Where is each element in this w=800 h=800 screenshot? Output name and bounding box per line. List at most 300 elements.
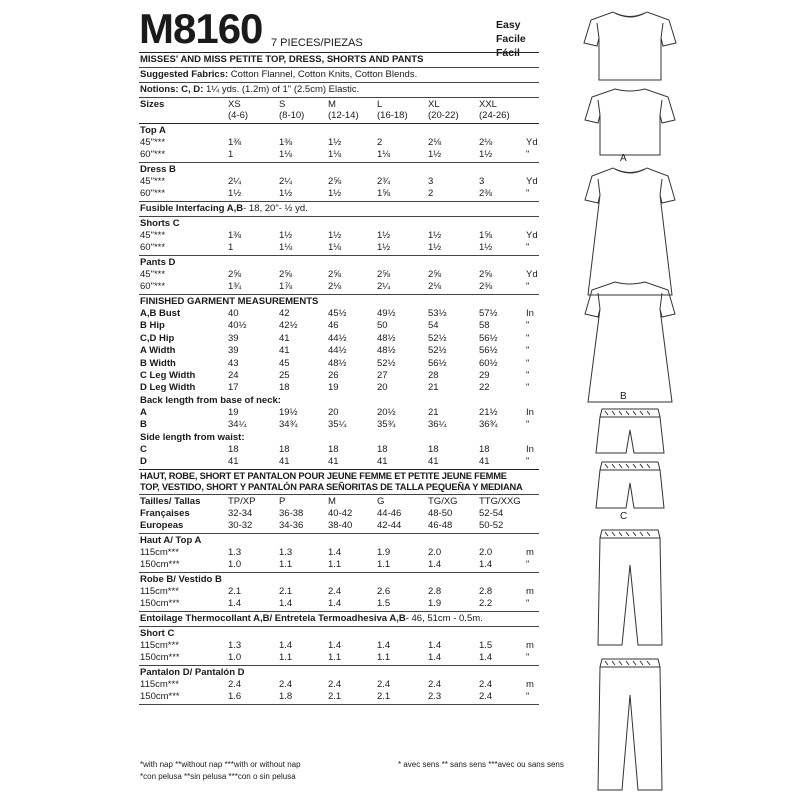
cell-value: 1½ — [428, 230, 442, 241]
cell-value: 2⅝ — [328, 269, 342, 280]
unit: m — [526, 547, 534, 559]
pattern-code: M8160 — [139, 5, 263, 52]
cell-value: 46-48 — [428, 520, 453, 532]
difficulty-en: Easy — [496, 19, 521, 31]
cell-value: 2¼ — [377, 281, 391, 292]
difficulty-fr: Facile — [496, 33, 526, 45]
cell-value: 2⅝ — [479, 269, 493, 280]
section-title: Short C — [140, 628, 175, 640]
cell-value: 18 — [279, 443, 290, 455]
cell-value: 57½ — [479, 308, 498, 319]
table-row — [140, 598, 540, 610]
table-row — [140, 547, 540, 559]
cell-value: 41 — [228, 456, 239, 467]
cell-value: 1.3 — [228, 547, 242, 559]
cell-value: 1⅛ — [279, 242, 293, 253]
size-name: S — [279, 99, 286, 110]
cell-value: 2.1 — [228, 586, 242, 598]
cell-value: 41 — [279, 345, 290, 357]
cell-value: 1.3 — [228, 640, 242, 652]
cell-value: 1.4 — [279, 598, 293, 610]
cell-value: 48½ — [328, 357, 347, 369]
unit: Yd — [526, 176, 538, 187]
table-row — [140, 308, 540, 320]
row-label: B — [140, 419, 147, 431]
row-label: Françaises — [140, 508, 190, 520]
cell-value: 34¾ — [279, 419, 298, 431]
table-row — [140, 520, 540, 532]
table-row — [140, 652, 540, 664]
cell-value: 1.4 — [428, 559, 442, 571]
cell-value: 60½ — [479, 357, 498, 369]
table-row — [140, 382, 540, 394]
side-length-title: Side length from waist: — [140, 431, 245, 443]
cell-value: M — [328, 496, 336, 508]
cell-value: 39 — [228, 345, 239, 357]
cell-value: 19 — [328, 382, 339, 394]
table-row — [140, 149, 540, 161]
cell-value: 1¾ — [228, 281, 242, 292]
cell-value: 2⅜ — [479, 188, 493, 199]
cell-value: 1.4 — [279, 640, 293, 652]
cell-value: 1.9 — [428, 598, 442, 610]
table-row — [140, 559, 540, 571]
cell-value: 27 — [377, 370, 388, 381]
cell-value: 40-42 — [328, 508, 353, 520]
cell-value: 2⅝ — [428, 269, 442, 280]
cell-value: 18 — [279, 382, 290, 394]
cell-value: 2⅛ — [428, 137, 442, 148]
cell-value: 22 — [479, 382, 490, 394]
cell-value: 2⅝ — [279, 269, 293, 280]
cell-value: 32-34 — [228, 508, 253, 520]
cell-value: 2.8 — [479, 586, 493, 598]
row-label: 150cm*** — [140, 652, 180, 664]
row-label: 150cm*** — [140, 598, 180, 610]
cell-value: 29 — [479, 370, 490, 381]
row-label: 45"*** — [140, 176, 166, 187]
unit: " — [526, 370, 530, 381]
cell-value: 44½ — [328, 345, 347, 357]
cell-value: 40½ — [228, 320, 247, 332]
cell-value: 18 — [479, 443, 490, 455]
cell-value: 21 — [428, 406, 439, 418]
section-title: Haut A/ Top A — [140, 535, 202, 547]
cell-value: 1⅞ — [279, 281, 293, 292]
row-label: B Hip — [140, 320, 165, 332]
cell-value: 20 — [328, 406, 339, 418]
cell-value: 2⅜ — [479, 281, 493, 292]
row-label: 60"*** — [140, 149, 166, 160]
cell-value: 1.3 — [279, 547, 293, 559]
cell-value: 41 — [479, 456, 490, 467]
cell-value: 1.4 — [328, 640, 342, 652]
unit: " — [526, 242, 530, 253]
cell-value: 1⅛ — [377, 149, 391, 160]
cell-value: 2.1 — [328, 691, 342, 703]
unit: m — [526, 679, 534, 691]
fusible-interfacing: Fusible Interfacing A,B- 18, 20"- ½ yd. — [140, 203, 308, 214]
unit: " — [526, 320, 530, 332]
pattern-title: MISSES' AND MISS PETITE TOP, DRESS, SHORTS AND PANTS — [140, 54, 424, 65]
cell-value: 2¼ — [279, 176, 293, 187]
cell-value: 1.4 — [479, 652, 493, 664]
cell-value: 1.4 — [428, 652, 442, 664]
cell-value: 2⅝ — [377, 269, 391, 280]
size-number: (16-18) — [377, 110, 408, 121]
cell-value: 36¼ — [428, 419, 447, 431]
cell-value: 2.4 — [279, 679, 293, 691]
cell-value: 18 — [428, 443, 439, 455]
size-name: XL — [428, 99, 440, 110]
cell-value: 28 — [428, 370, 439, 381]
cell-value: 1.6 — [228, 691, 242, 703]
cell-value: 1.5 — [377, 598, 391, 610]
top-a-back-illustration — [585, 89, 675, 155]
unit: Yd — [526, 230, 538, 241]
table-row — [140, 358, 540, 370]
row-label: 60"*** — [140, 242, 166, 253]
unit: " — [526, 382, 530, 394]
row-label: A,B Bust — [140, 308, 181, 319]
table-row — [140, 496, 540, 508]
cell-value: 52½ — [428, 332, 447, 344]
cell-value: 52-54 — [479, 508, 504, 520]
table-row — [140, 586, 540, 598]
cell-value: 48-50 — [428, 508, 453, 520]
table-row — [140, 345, 540, 357]
cell-value: 1⅜ — [228, 230, 242, 241]
pants-d-back-illustration — [598, 659, 662, 790]
cell-value: 1⅛ — [279, 149, 293, 160]
cell-value: 1.1 — [377, 559, 391, 571]
cell-value: 2.8 — [428, 586, 442, 598]
row-label: Europeas — [140, 520, 184, 532]
cell-value: 53½ — [428, 308, 447, 319]
cell-value: 48½ — [377, 332, 396, 344]
unit: " — [526, 691, 530, 703]
unit: " — [526, 598, 530, 610]
cell-value: 1.4 — [428, 640, 442, 652]
unit: Yd — [526, 269, 538, 280]
footnote-es: *con pelusa **sin pelusa ***con o sin pelusa — [140, 772, 296, 781]
cell-value: 1.1 — [328, 652, 342, 664]
unit: " — [526, 652, 530, 664]
cell-value: 2⅝ — [328, 176, 342, 187]
cell-value: 19 — [228, 406, 239, 418]
unit: In — [526, 443, 534, 455]
cell-value: 34¼ — [228, 419, 247, 431]
cell-value: 58 — [479, 320, 490, 332]
unit: " — [526, 345, 530, 357]
cell-value: 50 — [377, 320, 388, 332]
cell-value: 18 — [228, 443, 239, 455]
cell-value: 17 — [228, 382, 239, 394]
cell-value: 24 — [228, 370, 239, 381]
cell-value: 45½ — [328, 308, 347, 319]
table-row — [140, 269, 540, 281]
cell-value: 1 — [228, 149, 234, 160]
unit: m — [526, 586, 534, 598]
cell-value: 41 — [328, 456, 339, 467]
difficulty — [496, 18, 526, 60]
view-illustrations — [575, 5, 685, 795]
cell-value: 1½ — [279, 230, 293, 241]
cell-value: 1½ — [328, 188, 342, 199]
row-label: D — [140, 456, 147, 467]
row-label: 150cm*** — [140, 559, 180, 571]
cell-value: 1.4 — [228, 598, 242, 610]
view-label-a: A — [620, 153, 627, 164]
cell-value: 1½ — [279, 188, 293, 199]
cell-value: 56½ — [428, 357, 447, 369]
size-number: (12-14) — [328, 110, 359, 121]
cell-value: 1½ — [479, 149, 493, 160]
cell-value: 1.0 — [228, 559, 242, 571]
row-label: 60"*** — [140, 281, 166, 292]
cell-value: TG/XG — [428, 496, 458, 508]
unit: In — [526, 406, 534, 418]
cell-value: 42 — [279, 308, 290, 319]
unit: In — [526, 308, 534, 319]
cell-value: 2.4 — [479, 679, 493, 691]
unit: " — [526, 149, 530, 160]
cell-value: 1.1 — [279, 559, 293, 571]
cell-value: 18 — [377, 443, 388, 455]
cell-value: 40 — [228, 308, 239, 319]
back-length-title: Back length from base of neck: — [140, 394, 281, 406]
cell-value: 2.2 — [479, 598, 493, 610]
cell-value: 1 — [228, 242, 234, 253]
cell-value: 26 — [328, 370, 339, 381]
row-label: A — [140, 406, 147, 418]
cell-value: 44½ — [328, 332, 347, 344]
cell-value: 2.6 — [377, 586, 391, 598]
cell-value: 36-38 — [279, 508, 304, 520]
cell-value: 2⅛ — [479, 137, 493, 148]
row-label: 115cm*** — [140, 586, 179, 598]
row-label: C,D Hip — [140, 332, 175, 344]
cell-value: 1.1 — [279, 652, 293, 664]
size-number: (20-22) — [428, 110, 459, 121]
cell-value: 1.4 — [377, 640, 391, 652]
footnote-fr: * avec sens ** sans sens ***avec ou sans sens — [398, 760, 564, 769]
table-row — [140, 444, 540, 456]
table-row — [140, 320, 540, 332]
unit: " — [526, 559, 530, 571]
cell-value: 2¼ — [228, 176, 242, 187]
cell-value: 1½ — [377, 242, 391, 253]
cell-value: 20½ — [377, 406, 396, 418]
cell-value: 1.8 — [279, 691, 293, 703]
cell-value: 2.4 — [479, 691, 493, 703]
pants-d-front-illustration — [598, 530, 662, 645]
cell-value: 1⅝ — [479, 230, 493, 241]
cell-value: 2.4 — [328, 586, 342, 598]
cell-value: 42½ — [279, 320, 298, 332]
section-title: Robe B/ Vestido B — [140, 574, 222, 586]
shorts-c-front-illustration — [596, 409, 664, 453]
cell-value: 50-52 — [479, 520, 504, 532]
cell-value: 1.4 — [328, 547, 342, 559]
view-label-c: C — [620, 511, 628, 522]
row-label: 45"*** — [140, 137, 166, 148]
cell-value: 1.5 — [479, 640, 493, 652]
cell-value: 1⅜ — [228, 137, 242, 148]
cell-value: 43 — [228, 357, 239, 369]
dress-b-back-illustration — [585, 282, 675, 402]
dress-b-front-illustration — [585, 168, 675, 295]
table-row — [140, 370, 540, 382]
section-title: Pantalon D/ Pantalón D — [140, 667, 245, 679]
cell-value: 2.1 — [279, 586, 293, 598]
cell-value: 1.1 — [377, 652, 391, 664]
cell-value: 41 — [377, 456, 388, 467]
size-name: L — [377, 99, 383, 110]
cell-value: 2 — [377, 137, 383, 148]
cell-value: 41 — [428, 456, 439, 467]
row-label: 115cm*** — [140, 547, 179, 559]
top-a-front-illustration — [584, 12, 676, 80]
table-row — [140, 419, 540, 431]
cell-value: 52½ — [377, 357, 396, 369]
cell-value: 2.1 — [377, 691, 391, 703]
cell-value: 2 — [428, 188, 434, 199]
cell-value: 1⅛ — [328, 242, 342, 253]
cell-value: 2.4 — [228, 679, 242, 691]
cell-value: 1⅜ — [279, 137, 293, 148]
unit: " — [526, 188, 530, 199]
cell-value: 36¾ — [479, 419, 498, 431]
intl-title-fr: HAUT, ROBE, SHORT ET PANTALON POUR JEUNE FEMME ET PETITE JEUNE FEMME — [140, 471, 507, 482]
cell-value: 1.4 — [328, 598, 342, 610]
suggested-fabrics: Suggested Fabrics: Cotton Flannel, Cotton Knits, Cotton Blends. — [140, 69, 418, 80]
size-name: XS — [228, 99, 241, 110]
table-row — [140, 456, 540, 468]
size-number: (8-10) — [279, 110, 305, 121]
table-row — [140, 230, 540, 242]
row-label: Tailles/ Tallas — [140, 496, 201, 508]
unit: " — [526, 281, 530, 292]
cell-value: 2.0 — [479, 547, 493, 559]
finished-measurements-title: FINISHED GARMENT MEASUREMENTS — [140, 296, 319, 307]
row-label: C Leg Width — [140, 370, 196, 381]
cell-value: 1.1 — [328, 559, 342, 571]
cell-value: 35¼ — [328, 419, 347, 431]
table-row — [140, 176, 540, 188]
cell-value: 2.4 — [377, 679, 391, 691]
cell-value: 21 — [428, 382, 439, 394]
cell-value: 49½ — [377, 308, 396, 319]
unit: " — [526, 419, 530, 431]
shorts-c-back-illustration — [596, 462, 664, 508]
table-row — [140, 679, 540, 691]
entoilage-interfacing: Entoilage Thermocollant A,B/ Entretela Termoadhesiva A,B- 46, 51cm - 0.5m. — [140, 613, 483, 625]
cell-value: 52½ — [428, 345, 447, 357]
table-row — [140, 242, 540, 254]
unit: " — [526, 357, 530, 369]
unit: " — [526, 456, 530, 467]
cell-value: 46 — [328, 320, 339, 332]
difficulty-es: Fácil — [496, 47, 520, 59]
sizes-row — [140, 99, 540, 121]
cell-value: 2.4 — [328, 679, 342, 691]
row-label: 150cm*** — [140, 691, 180, 703]
cell-value: 1.4 — [479, 559, 493, 571]
cell-value: 18 — [328, 443, 339, 455]
cell-value: 2⅛ — [328, 281, 342, 292]
cell-value: 1.0 — [228, 652, 242, 664]
cell-value: 35¾ — [377, 419, 396, 431]
row-label: 115cm*** — [140, 679, 179, 691]
section-title: Shorts C — [140, 218, 180, 229]
cell-value: 48½ — [377, 345, 396, 357]
pieces-count: 7 PIECES/PIEZAS — [271, 37, 363, 49]
cell-value: 1½ — [228, 188, 242, 199]
cell-value: 2.3 — [428, 691, 442, 703]
cell-value: 45 — [279, 357, 290, 369]
cell-value: 2.4 — [428, 679, 442, 691]
table-row — [140, 333, 540, 345]
row-label: 45"*** — [140, 230, 166, 241]
cell-value: 25 — [279, 370, 290, 381]
cell-value: 1½ — [479, 242, 493, 253]
cell-value: 41 — [279, 456, 290, 467]
cell-value: 1½ — [428, 149, 442, 160]
cell-value: 44-46 — [377, 508, 402, 520]
size-name: XXL — [479, 99, 497, 110]
section-title: Top A — [140, 125, 166, 136]
cell-value: 56½ — [479, 332, 498, 344]
table-row — [140, 281, 540, 293]
table-row — [140, 640, 540, 652]
cell-value: P — [279, 496, 286, 508]
cell-value: 2¾ — [377, 176, 391, 187]
footnote-en: *with nap **without nap ***with or without nap — [140, 760, 301, 769]
section-title: Pants D — [140, 257, 176, 268]
cell-value: 39 — [228, 332, 239, 344]
size-number: (4-6) — [228, 110, 249, 121]
size-number: (24-26) — [479, 110, 510, 121]
cell-value: 1⅛ — [328, 149, 342, 160]
row-label: 45"*** — [140, 269, 166, 280]
section-title: Dress B — [140, 164, 176, 175]
cell-value: 20 — [377, 382, 388, 394]
cell-value: 38-40 — [328, 520, 353, 532]
cell-value: TP/XP — [228, 496, 256, 508]
cell-value: 42-44 — [377, 520, 402, 532]
cell-value: 2⅛ — [428, 281, 442, 292]
cell-value: 41 — [279, 332, 290, 344]
cell-value: 56½ — [479, 345, 498, 357]
cell-value: G — [377, 496, 385, 508]
view-label-b: B — [620, 391, 627, 402]
cell-value: 1½ — [328, 137, 342, 148]
intl-title-es: TOP, VESTIDO, SHORT Y PANTALÓN PARA SEÑORITAS DE TALLA PEQUEÑA Y MEDIANA — [140, 482, 523, 493]
cell-value: 3 — [479, 176, 485, 187]
cell-value: 1½ — [428, 242, 442, 253]
cell-value: 2⅝ — [228, 269, 242, 280]
unit: " — [526, 332, 530, 344]
row-label: 60"*** — [140, 188, 166, 199]
cell-value: 34-36 — [279, 520, 304, 532]
cell-value: 54 — [428, 320, 439, 332]
sizes-label: Sizes — [140, 99, 165, 110]
cell-value: 1½ — [377, 230, 391, 241]
cell-value: 1.9 — [377, 547, 391, 559]
row-label: C — [140, 443, 147, 455]
unit: m — [526, 640, 534, 652]
